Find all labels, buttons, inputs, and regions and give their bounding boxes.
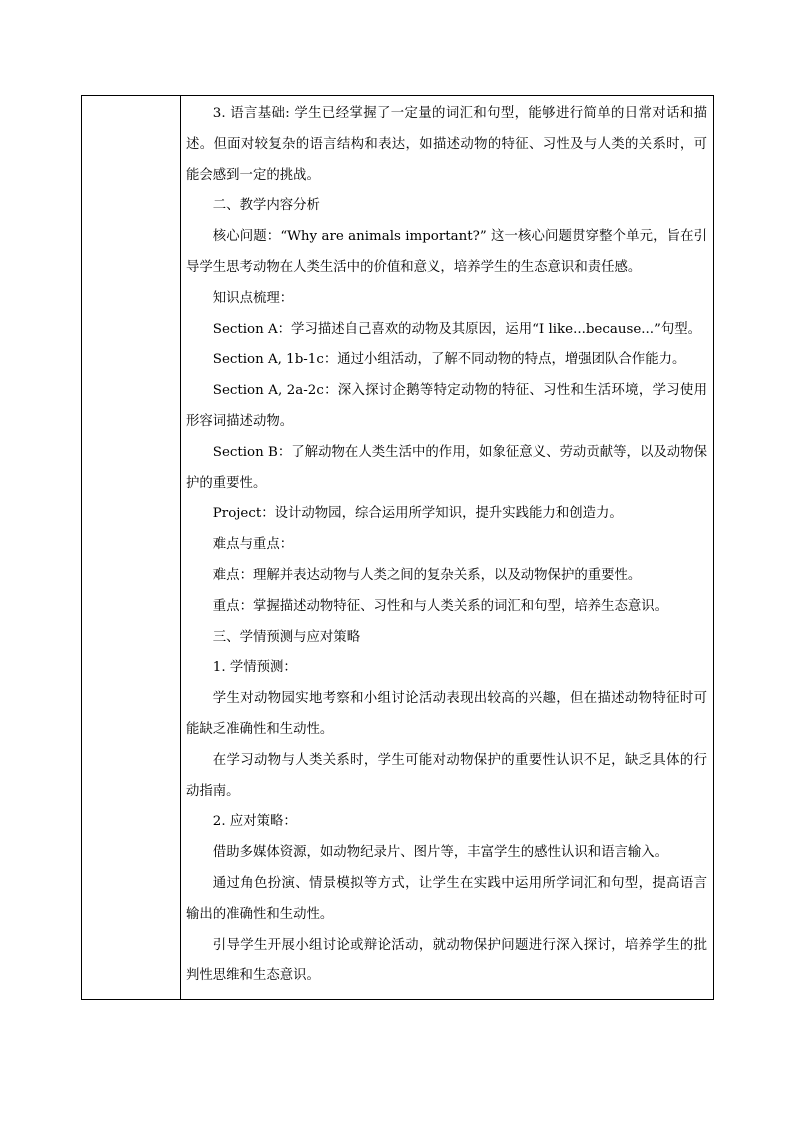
focus-paragraph: 重点：掌握描述动物特征、习性和与人类关系的词汇和句型，培养生态意识。 [212,598,669,614]
strategy-paragraph-3: 引导学生开展小组讨论或辩论活动，就动物保护问题进行深入探讨，培养学生的批判性思维和生态意识。 [186,937,707,984]
strategy-paragraph-2: 通过角色扮演、情景模拟等方式，让学生在实践中运用所学词汇和句型，提高语言输出的准确性和生动性。 [186,875,707,922]
knowledge-points-heading: 知识点梳理： [212,290,294,306]
strategies-heading: 2. 应对策略： [212,814,297,830]
section-a-1b-1c-paragraph: Section A, 1b-1c：通过小组活动，了解不同动物的特点，增强团队合作能力。 [212,352,686,368]
core-question-paragraph: 核心问题：“Why are animals important?” 这一核心问题贯穿整个单元，旨在引导学生思考动物在人类生活中的价值和意义，培养学生的生态意识和责任感。 [186,229,707,275]
project-paragraph: Project：设计动物园，综合运用所学知识，提升实践能力和创造力。 [212,506,623,522]
language-foundation-paragraph: 3. 语言基础: 学生已经掌握了一定量的词汇和句型，能够进行简单的日常对话和描述。但面对较复杂的语言结构和表达，如描述动物的特征、习性及与人类的关系时，可能会感到一定的挑战。 [186,106,707,183]
strategy-paragraph-1: 借助多媒体资源，如动物纪录片、图片等，丰富学生的感性认识和语言输入。 [212,845,669,861]
lesson-plan-table [81,95,714,1000]
difficulties-focus-heading: 难点与重点： [212,537,294,553]
section-b-paragraph: Section B：了解动物在人类生活中的作用，如象征意义、劳动贡献等，以及动物保护的重要性。 [186,444,707,491]
table-content-cell [181,96,713,999]
difficulty-paragraph: 难点：理解并表达动物与人类之间的复杂关系，以及动物保护的重要性。 [212,567,642,583]
learner-prediction-heading: 1. 学情预测： [212,660,297,676]
section-heading-learner-analysis: 三、学情预测与应对策略 [212,629,361,645]
prediction-paragraph-2: 在学习动物与人类关系时，学生可能对动物保护的重要性认识不足，缺乏具体的行动指南。 [186,752,707,799]
section-heading-content-analysis: 二、教学内容分析 [212,198,320,214]
section-a-2a-2c-paragraph: Section A, 2a-2c：深入探讨企鹅等特定动物的特征、习性和生活环境，学习使用形容词描述动物。 [186,383,707,429]
prediction-paragraph-1: 学生对动物园实地考察和小组讨论活动表现出较高的兴趣，但在描述动物特征时可能缺乏准确性和生动性。 [186,691,707,737]
table-label-cell [82,96,181,999]
section-a-paragraph: Section A：学习描述自己喜欢的动物及其原因，运用“I like...because...”句型。 [212,321,702,337]
